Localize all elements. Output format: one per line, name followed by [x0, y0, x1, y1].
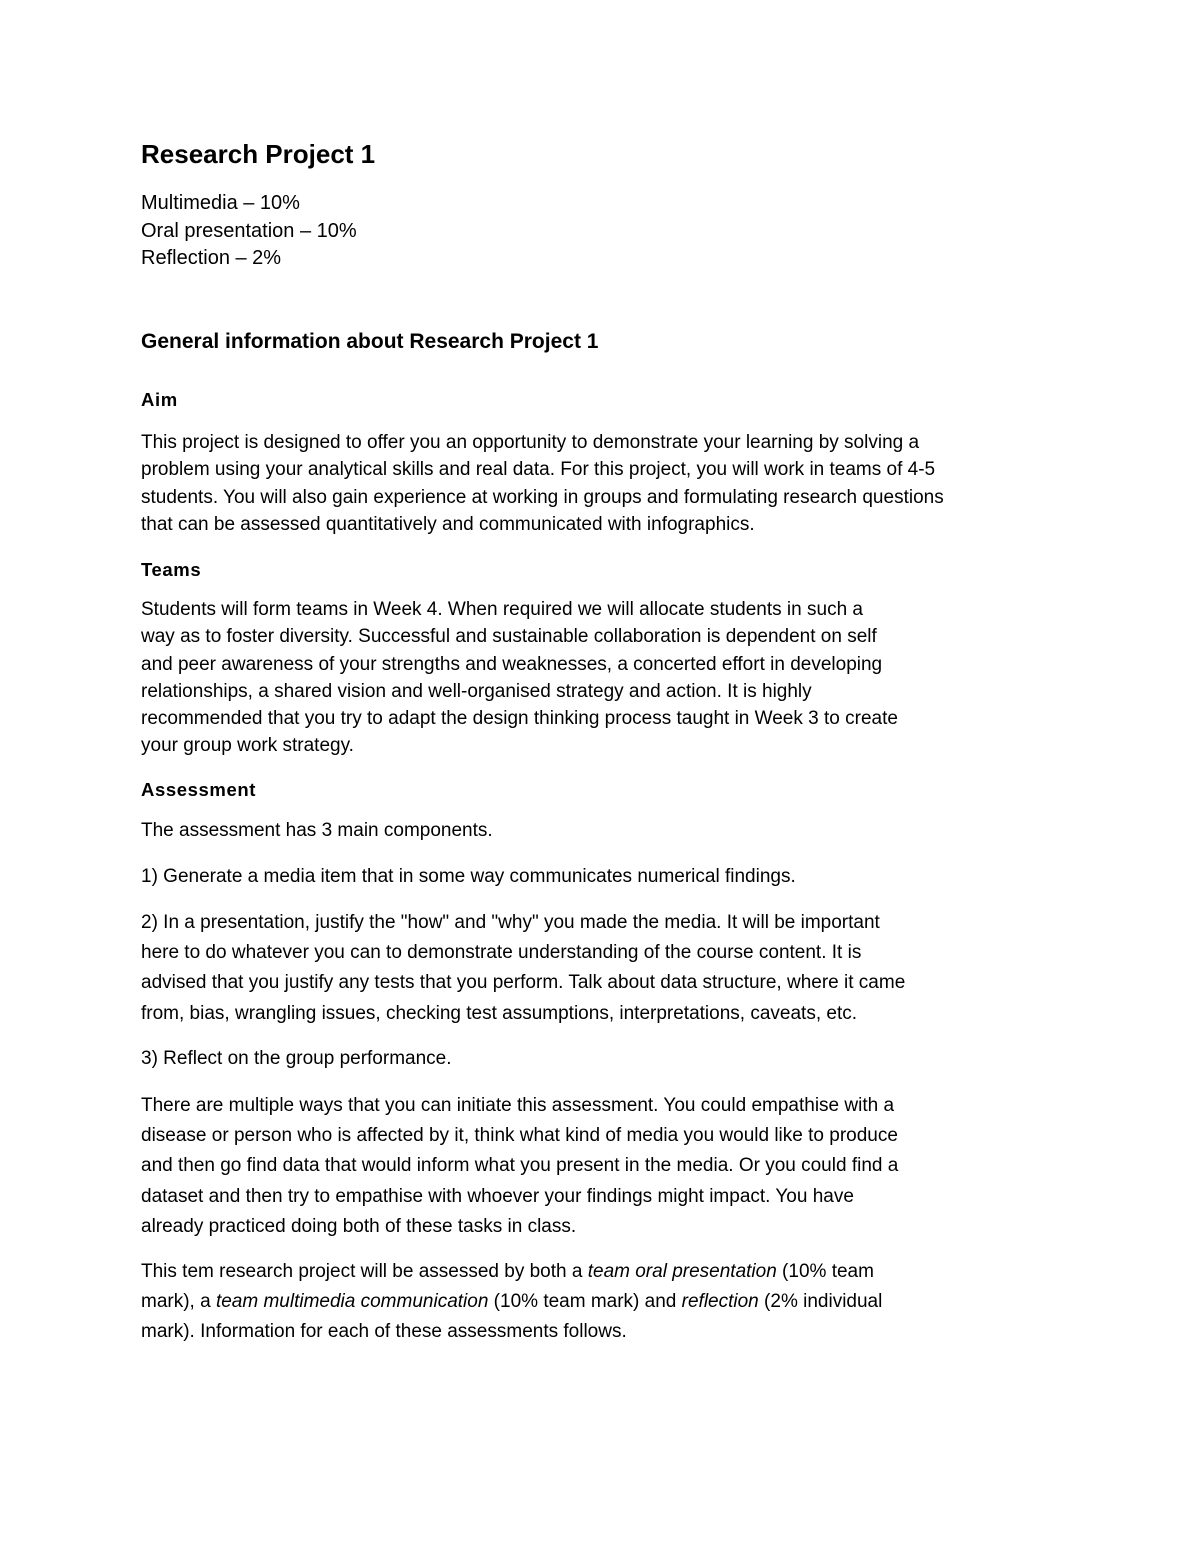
ways-line: disease or person who is affected by it, think what kind of media you would like to produce	[141, 1125, 898, 1147]
ways-line: already practiced doing both of these tasks in class.	[141, 1215, 577, 1237]
teams-line: Students will form teams in Week 4. When required we will allocate students in such a	[141, 599, 863, 620]
final-text: (2% individual	[758, 1291, 883, 1313]
aim-heading: Aim	[141, 389, 178, 410]
teams-line: and peer awareness of your strengths and weaknesses, a concerted effort in developing	[141, 653, 883, 675]
final-text: (10% team mark) and	[488, 1291, 682, 1313]
item-2-line: 2) In a presentation, justify the "how" and "why" you made the media. It will be important	[141, 912, 880, 933]
ways-line: dataset and then try to empathise with whoever your findings might impact. You have	[141, 1185, 854, 1207]
item-2-line: advised that you justify any tests that you perform. Talk about data structure, where it came	[141, 972, 906, 994]
teams-line: way as to foster diversity. Successful and sustainable collaboration is dependent on self	[141, 626, 877, 648]
assessment-heading: Assessment	[141, 779, 257, 800]
emphasis-reflection: reflection	[681, 1291, 759, 1313]
weights-list	[141, 190, 357, 273]
aim-line: problem using your analytical skills and real data. For this project, you will work in teams of 4-5	[141, 459, 936, 481]
aim-paragraph	[141, 429, 944, 538]
ways-line: and then go find data that would inform what you present in the media. Or you could find a	[141, 1155, 899, 1177]
ways-paragraph	[141, 1091, 898, 1242]
document-title: Research Project 1	[141, 139, 376, 169]
assessment-intro: The assessment has 3 main components.	[141, 820, 493, 841]
assessment-item-2	[141, 908, 905, 1029]
final-text: This tem research project will be assessed by both a	[141, 1261, 588, 1282]
weight-reflection: Reflection – 2%	[141, 247, 282, 269]
teams-paragraph	[141, 596, 898, 760]
emphasis-multimedia-communication: team multimedia communication	[215, 1291, 489, 1313]
final-line-3: mark). Information for each of these assessments follows.	[141, 1321, 627, 1343]
weight-multimedia: Multimedia – 10%	[141, 192, 300, 214]
aim-line: This project is designed to offer you an opportunity to demonstrate your learning by solving a	[141, 432, 920, 453]
aim-line: students. You will also gain experience at working in groups and formulating research questions	[141, 486, 944, 508]
ways-line: There are multiple ways that you can initiate this assessment. You could empathise with a	[141, 1095, 895, 1116]
teams-heading: Teams	[141, 559, 202, 580]
final-paragraph	[141, 1257, 882, 1348]
weight-oral-presentation: Oral presentation – 10%	[141, 219, 357, 242]
final-text: (10% team	[776, 1261, 874, 1282]
final-line-2	[141, 1287, 882, 1317]
item-2-line: here to do whatever you can to demonstrate understanding of the course content. It is	[141, 942, 862, 964]
assessment-item-1: 1) Generate a media item that in some way communicates numerical findings.	[141, 866, 796, 887]
teams-line: relationships, a shared vision and well-organised strategy and action. It is highly	[141, 680, 812, 702]
emphasis-oral-presentation: team oral presentation	[587, 1261, 777, 1282]
aim-line: that can be assessed quantitatively and communicated with infographics.	[141, 513, 755, 535]
section-title: General information about Research Project 1	[141, 330, 599, 353]
teams-line: recommended that you try to adapt the design thinking process taught in Week 3 to create	[141, 708, 898, 730]
assessment-item-3: 3) Reflect on the group performance.	[141, 1048, 452, 1069]
final-text: mark), a	[141, 1291, 216, 1313]
item-2-line: from, bias, wrangling issues, checking test assumptions, interpretations, caveats, etc.	[141, 1002, 857, 1024]
teams-line: your group work strategy.	[141, 735, 354, 757]
final-line-1	[141, 1257, 882, 1287]
